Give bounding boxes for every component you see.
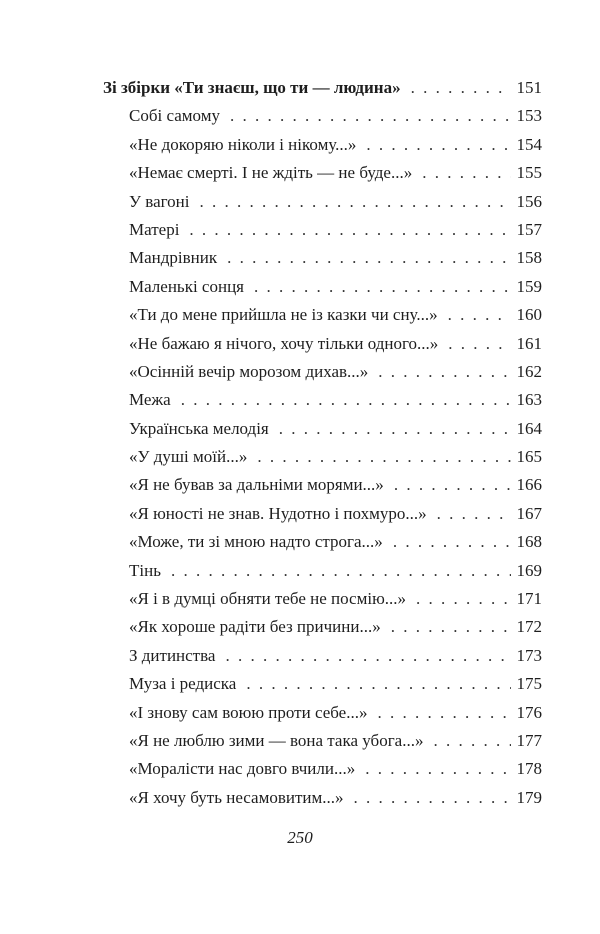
toc-entry-title: Межа <box>129 390 171 410</box>
toc-entry <box>103 159 542 187</box>
toc-entry-title: Маленькі сонця <box>129 276 244 296</box>
dot-leader <box>246 670 510 698</box>
toc-entry <box>103 670 542 698</box>
toc-entry-page: 172 <box>516 617 542 637</box>
dot-leader <box>393 528 511 556</box>
dot-leader <box>354 784 511 812</box>
toc-entry <box>103 301 542 329</box>
dot-leader <box>181 386 511 414</box>
toc-entry-page: 179 <box>516 787 542 807</box>
toc-entry-page: 167 <box>516 503 542 523</box>
toc-heading-title: Зі збірки «Ти знаєш, що ти — людина» <box>103 78 401 97</box>
toc-entry-page: 166 <box>516 475 542 495</box>
dot-leader <box>448 330 510 358</box>
toc-entry <box>103 528 542 556</box>
toc-entry-page: 169 <box>516 560 542 580</box>
toc-entry-title: «У душі моїй...» <box>129 447 248 467</box>
toc-entry-title: «Не докоряю ніколи і нікому...» <box>129 134 357 154</box>
dot-leader <box>437 500 511 528</box>
toc-entry <box>103 500 542 528</box>
dot-leader <box>377 699 510 727</box>
dot-leader <box>411 74 511 102</box>
toc-section-heading <box>103 74 542 102</box>
toc-entry-page: 158 <box>516 248 542 268</box>
toc-entry-title: «Я і в думці обняти тебе не посмію...» <box>129 589 407 609</box>
toc-entry-title: «Може, ти зі мною надто строга...» <box>129 532 383 552</box>
toc-entry <box>103 585 542 613</box>
toc-entry <box>103 727 542 755</box>
toc-entry-title: З дитинства <box>129 645 216 665</box>
dot-leader <box>189 216 510 244</box>
toc-entry <box>103 358 542 386</box>
toc-entry-page: 164 <box>516 418 542 438</box>
dot-leader <box>257 443 510 471</box>
toc-entry-page: 157 <box>516 219 542 239</box>
table-of-contents <box>103 74 542 812</box>
dot-leader <box>394 471 511 499</box>
dot-leader <box>225 642 510 670</box>
toc-entry <box>103 613 542 641</box>
toc-entry-title: Матері <box>129 219 180 239</box>
toc-entry <box>103 784 542 812</box>
toc-entry-page: 171 <box>516 589 542 609</box>
toc-entry <box>103 330 542 358</box>
dot-leader <box>366 131 510 159</box>
toc-entry-title: «Моралісти нас довго вчили...» <box>129 759 356 779</box>
toc-entry-page: 168 <box>516 532 542 552</box>
toc-entry-page: 177 <box>516 730 542 750</box>
dot-leader <box>365 755 510 783</box>
dot-leader <box>391 613 511 641</box>
toc-entry <box>103 415 542 443</box>
toc-entry-page: 153 <box>516 106 542 126</box>
toc-entry <box>103 443 542 471</box>
toc-entry <box>103 386 542 414</box>
toc-entry-title: Мандрівник <box>129 248 218 268</box>
dot-leader <box>422 159 510 187</box>
toc-entry-page: 173 <box>516 645 542 665</box>
toc-entry-title: «Ти до мене прийшла не із казки чи сну...» <box>129 305 438 325</box>
toc-entry-title: «Немає смерті. І не ждіть — не буде...» <box>129 163 413 183</box>
toc-entry <box>103 699 542 727</box>
toc-entry <box>103 244 542 272</box>
toc-entry <box>103 755 542 783</box>
dot-leader <box>171 557 511 585</box>
toc-heading-page: 151 <box>516 78 542 97</box>
toc-entry-title: Муза і редиска <box>129 674 237 694</box>
dot-leader <box>279 415 511 443</box>
toc-entry <box>103 216 542 244</box>
toc-entry <box>103 471 542 499</box>
dot-leader <box>200 188 511 216</box>
toc-entry <box>103 273 542 301</box>
toc-entry-page: 155 <box>516 163 542 183</box>
dot-leader <box>254 273 511 301</box>
toc-entry-page: 161 <box>516 333 542 353</box>
toc-entry-title: «Я не бував за дальніми морями...» <box>129 475 384 495</box>
toc-entry-page: 176 <box>516 702 542 722</box>
toc-entry-title: «Я не люблю зими — вона така убога...» <box>129 730 424 750</box>
toc-entry-page: 175 <box>516 674 542 694</box>
toc-entry-page: 162 <box>516 361 542 381</box>
toc-entry-title: Собі самому <box>129 106 220 126</box>
toc-entry-title: «Осінній вечір морозом дихав...» <box>129 361 369 381</box>
toc-entry-title: «І знову сам воюю проти себе...» <box>129 702 368 722</box>
toc-entry <box>103 557 542 585</box>
toc-entry <box>103 642 542 670</box>
dot-leader <box>227 244 510 272</box>
toc-entry-title: «Не бажаю я нічого, хочу тільки одного...» <box>129 333 439 353</box>
toc-entry-page: 154 <box>516 134 542 154</box>
dot-leader <box>433 727 510 755</box>
dot-leader <box>448 301 511 329</box>
toc-entry-title: «Як хороше радіти без причини...» <box>129 617 381 637</box>
toc-entry-title: Українська мелодія <box>129 418 269 438</box>
toc-entry-page: 163 <box>516 390 542 410</box>
toc-entry-page: 165 <box>516 447 542 467</box>
toc-entry <box>103 188 542 216</box>
dot-leader <box>378 358 510 386</box>
toc-entry-title: Тінь <box>129 560 161 580</box>
toc-entry-page: 178 <box>516 759 542 779</box>
page-number: 250 <box>287 828 313 847</box>
toc-entry <box>103 102 542 130</box>
toc-entry-page: 160 <box>516 305 542 325</box>
toc-entry-title: У вагоні <box>129 191 190 211</box>
toc-entry-title: «Я хочу буть несамовитим...» <box>129 787 344 807</box>
dot-leader <box>416 585 510 613</box>
toc-entry-page: 159 <box>516 276 542 296</box>
dot-leader <box>230 102 511 130</box>
toc-entry <box>103 131 542 159</box>
toc-entry-page: 156 <box>516 191 542 211</box>
toc-entry-title: «Я юності не знав. Нудотно і похмуро...» <box>129 503 427 523</box>
